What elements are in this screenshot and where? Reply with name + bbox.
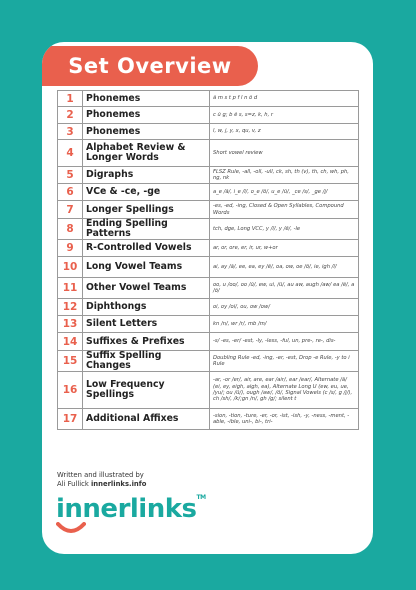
table-row: [58, 316, 359, 333]
row-detail: FLSZ Rule, -all, -oll, -ull, ck, sh, th (v), th, ch, wh, ph, ng, nk: [210, 167, 359, 184]
row-number: 11: [58, 278, 83, 299]
table-row: [58, 184, 359, 201]
row-detail: ar, or, ore, er, ir, ur, w+or: [210, 240, 359, 257]
row-number: 1: [58, 91, 83, 107]
row-detail: a_e /ā/, i_e /ī/, o_e /ō/, u_e /ū/, _ce /s/, _ge /j/: [210, 184, 359, 201]
logo-text: innerlinks: [56, 494, 197, 524]
table-row: [58, 124, 359, 140]
table-row: [58, 333, 359, 351]
row-number: 6: [58, 184, 83, 201]
row-number: 16: [58, 372, 83, 409]
row-number: 12: [58, 299, 83, 316]
row-detail: ai, ay /ā/, ee, ea, ey /ē/, oa, ow, oe /ō/, ie, igh /ī/: [210, 257, 359, 278]
row-detail: -sion, -tion, -ture, -er, -or, -ist, -ish, -y, -ness, -ment, -able, -ible, uni-, bi-, tri-: [210, 409, 359, 430]
row-detail: oo, u /oo/, oo /ū/, ew, ui, /ū/, au aw, augh /aw/ ea /ĕ/, a /ŏ/: [210, 278, 359, 299]
row-title: Diphthongs: [83, 299, 210, 316]
row-number: 15: [58, 351, 83, 372]
row-detail: c ŭ g; b ĕ s, s=z, k, h, r: [210, 107, 359, 124]
row-number: 8: [58, 219, 83, 240]
row-title: R-Controlled Vowels: [83, 240, 210, 257]
row-detail: Doubling Rule -ed, -ing, -er, -est, Drop -e Rule, -y to i Rule: [210, 351, 359, 372]
row-title: Alphabet Review & Longer Words: [83, 140, 210, 167]
row-title: Digraphs: [83, 167, 210, 184]
row-title: Ending Spelling Patterns: [83, 219, 210, 240]
credit-author-line: [57, 480, 146, 489]
row-number: 5: [58, 167, 83, 184]
credit-author: Ali Fullick: [57, 479, 89, 488]
row-detail: ă m s t p f l n ŏ d: [210, 91, 359, 107]
row-number: 3: [58, 124, 83, 140]
table-row: [58, 107, 359, 124]
table-row: [58, 409, 359, 430]
row-title: Phonemes: [83, 107, 210, 124]
row-title: Suffix Spelling Changes: [83, 351, 210, 372]
credit-line: Written and illustrated by: [57, 471, 144, 479]
row-title: Suffixes & Prefixes: [83, 333, 210, 351]
row-number: 7: [58, 201, 83, 219]
overview-card: [42, 42, 373, 554]
table-row: [58, 167, 359, 184]
row-title: Phonemes: [83, 91, 210, 107]
row-detail: tch, dge, Long VCC, y /ī/, y /ē/, -le: [210, 219, 359, 240]
row-title: Additional Affixes: [83, 409, 210, 430]
title-banner: [42, 46, 258, 86]
row-detail: ĭ, w, j, y, x, qu, v, z: [210, 124, 359, 140]
table-row: [58, 201, 359, 219]
row-number: 10: [58, 257, 83, 278]
row-title: Phonemes: [83, 124, 210, 140]
row-title: Long Vowel Teams: [83, 257, 210, 278]
row-detail: -s/ -es, -er/ -est, -ly, -less, -ful, un, pre-, re-, dis-: [210, 333, 359, 351]
table-row: [58, 372, 359, 409]
row-title: VCe & -ce, -ge: [83, 184, 210, 201]
row-title: Longer Spellings: [83, 201, 210, 219]
overview-table: [57, 90, 359, 430]
table-row: [58, 240, 359, 257]
row-number: 2: [58, 107, 83, 124]
credit: [57, 471, 146, 488]
credit-site: innerlinks.info: [90, 479, 147, 488]
row-title: Silent Letters: [83, 316, 210, 333]
row-number: 17: [58, 409, 83, 430]
row-number: 9: [58, 240, 83, 257]
row-detail: kn /n/, wr /r/, mb /m/: [210, 316, 359, 333]
page-title: Set Overview: [68, 54, 232, 78]
row-title: Low Frequency Spellings: [83, 372, 210, 409]
logo-tm: TM: [196, 494, 206, 501]
row-detail: -es, -ed, -ing, Closed & Open Syllables, Compound Words: [210, 201, 359, 219]
table-row: [58, 91, 359, 107]
row-number: 14: [58, 333, 83, 351]
table-row: [58, 140, 359, 167]
table-row: [58, 299, 359, 316]
row-detail: oi, oy /oi/, ou, ow /ow/: [210, 299, 359, 316]
row-detail: Short vowel review: [210, 140, 359, 167]
row-number: 4: [58, 140, 83, 167]
table-row: [58, 351, 359, 372]
table-row: [58, 257, 359, 278]
row-number: 13: [58, 316, 83, 333]
innerlinks-logo: [56, 494, 206, 524]
logo-swoosh-icon: [56, 522, 86, 536]
table-row: [58, 219, 359, 240]
row-detail: -ar, -or /er/, air, are, ear /air/, ear /ear/, Alternate /ā/ (ei, ey, eigh, aigh, ea), Alternate Long U (ew, eu, ue, /yu/; ou /ū/), ough /aw/, /ō/, Signal Vowels (c /s/, g /j/), ch /sh/, /k/;gn /n/, gh /g/; silent t: [210, 372, 359, 409]
row-title: Other Vowel Teams: [83, 278, 210, 299]
table-row: [58, 278, 359, 299]
